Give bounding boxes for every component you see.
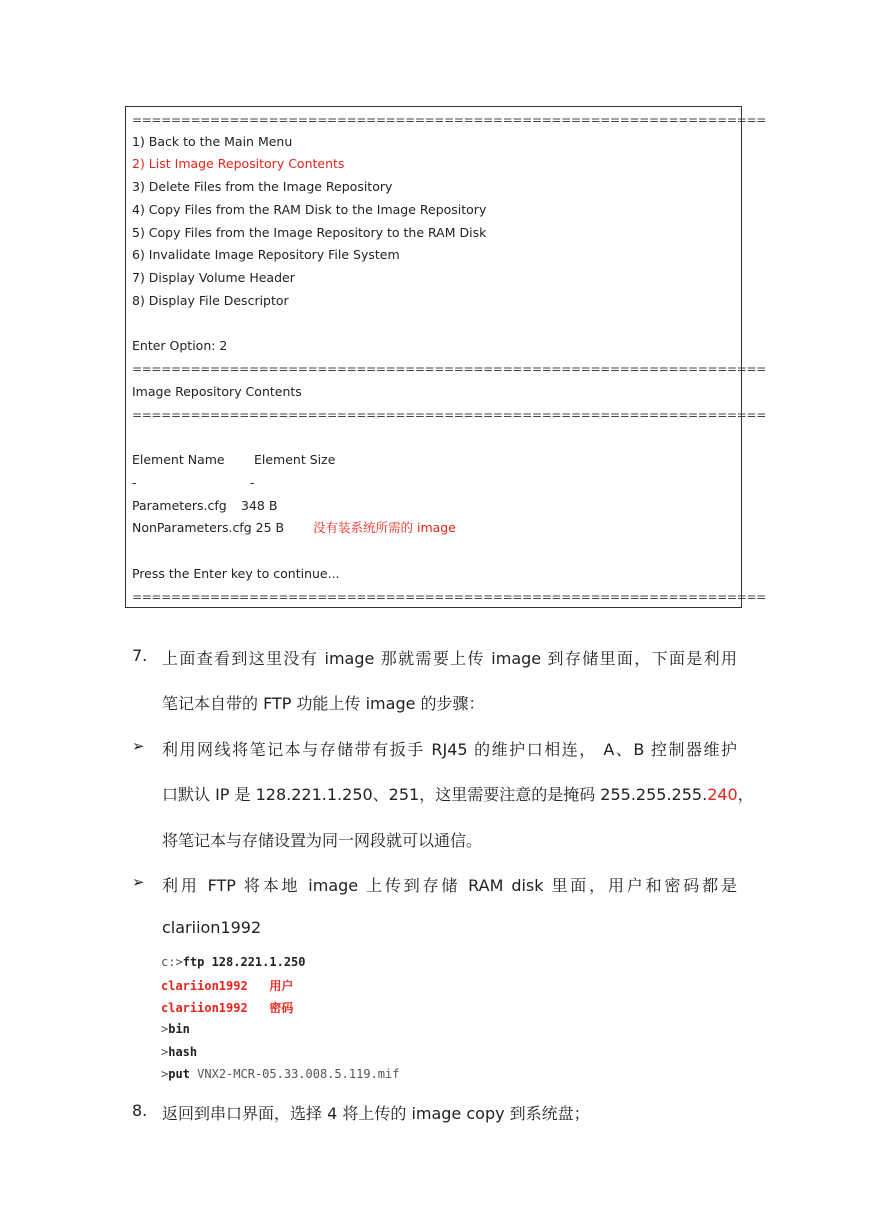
step-number: 8.	[132, 1101, 148, 1120]
code-line-user: clariion1992 用户	[161, 979, 294, 993]
menu-item-5: 5) Copy Files from the Image Repository to the RAM Disk	[132, 225, 487, 240]
bullet-arrow-icon: ➢	[132, 873, 145, 891]
separator-line: =================================================================	[132, 408, 767, 422]
separator-line: =================================================================	[132, 362, 767, 376]
row-name: Parameters.cfg	[132, 498, 227, 513]
code-line-ftp: c:>ftp 128.221.1.250	[161, 955, 306, 969]
bullet2-line1: 利用 FTP 将本地 image 上传到存储 RAM disk 里面，用户和密码都是	[162, 876, 737, 895]
menu-item-3: 3) Delete Files from the Image Repository	[132, 179, 393, 194]
bullet1-line1: 利用网线将笔记本与存储带有扳手 RJ45 的维护口相连， A、B 控制器维护	[162, 740, 737, 759]
bullet1-line2: 口默认 IP 是 128.221.1.250、251，这里需要注意的是掩码 255.255.255.240，	[162, 785, 754, 804]
bullet2-line2: clariion1992	[162, 918, 262, 937]
press-enter: Press the Enter key to continue...	[132, 566, 340, 581]
row-size: 348 B	[241, 498, 278, 513]
dash-size: -	[250, 475, 255, 490]
code-line-put: >put VNX2-MCR-05.33.008.5.119.mif	[161, 1067, 400, 1081]
console-box	[125, 106, 767, 608]
separator-line: =================================================================	[132, 590, 767, 604]
dash-name: -	[132, 475, 137, 490]
menu-item-2: 2) List Image Repository Contents	[132, 156, 345, 171]
column-header-name: Element Name	[132, 452, 225, 467]
step7-line2: 笔记本自带的 FTP 功能上传 image 的步骤：	[162, 694, 485, 713]
row-entry: NonParameters.cfg 25 B	[132, 520, 285, 535]
step7-line1: 上面查看到这里没有 image 那就需要上传 image 到存储里面，下面是利用	[162, 649, 737, 668]
menu-item-1: 1) Back to the Main Menu	[132, 134, 293, 149]
code-line-bin: >bin	[161, 1022, 190, 1036]
enter-option: Enter Option: 2	[132, 338, 228, 353]
code-line-hash: >hash	[161, 1045, 198, 1059]
menu-item-6: 6) Invalidate Image Repository File System	[132, 247, 400, 262]
step-number: 7.	[132, 646, 148, 665]
menu-item-4: 4) Copy Files from the RAM Disk to the Image Repository	[132, 202, 487, 217]
separator-line: =================================================================	[132, 113, 767, 127]
code-line-password: clariion1992 密码	[161, 1001, 294, 1015]
menu-item-7: 7) Display Volume Header	[132, 270, 295, 285]
step8-text: 返回到串口界面，选择 4 将上传的 image copy 到系统盘；	[162, 1104, 590, 1123]
bullet-arrow-icon: ➢	[132, 737, 145, 755]
bullet1-line3: 将笔记本与存储设置为同一网段就可以通信。	[162, 831, 483, 850]
column-header-size: Element Size	[254, 452, 336, 467]
annotation-note: 没有装系统所需的 image	[313, 520, 456, 535]
contents-title: Image Repository Contents	[132, 384, 302, 399]
menu-item-8: 8) Display File Descriptor	[132, 293, 289, 308]
